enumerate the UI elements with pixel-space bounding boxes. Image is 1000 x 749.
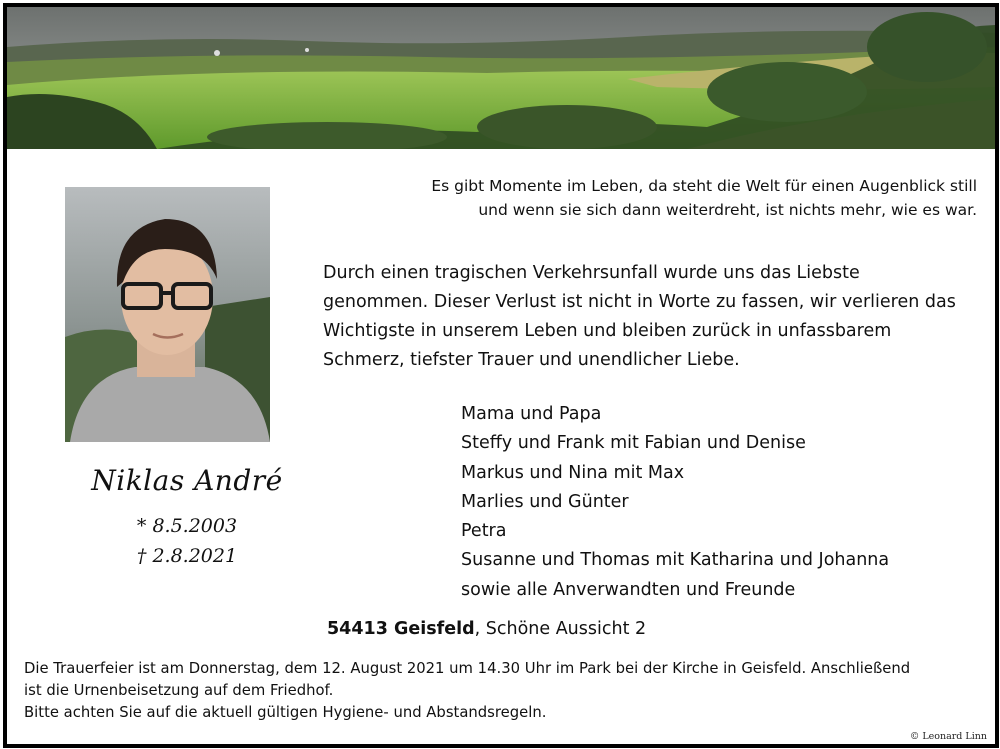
address-street: , Schöne Aussicht 2 bbox=[474, 619, 647, 639]
mourner-item: Susanne und Thomas mit Katharina und Johanna bbox=[461, 550, 890, 571]
deceased-name: Niklas André bbox=[91, 464, 283, 497]
portrait-photo bbox=[65, 187, 270, 442]
paragraph-line: Schmerz, tiefster Trauer und unendlicher Liebe. bbox=[323, 350, 740, 370]
birth-date: * 8.5.2003 bbox=[136, 515, 238, 537]
paragraph-line: Wichtigste in unserem Leben und bleiben zurück in unfassbarem bbox=[323, 321, 892, 341]
announcement-paragraph bbox=[323, 259, 983, 375]
obituary-notice bbox=[3, 3, 999, 748]
mourner-item: Petra bbox=[461, 521, 507, 542]
paragraph-line: genommen. Dieser Verlust ist nicht in Worte zu fassen, wir verlieren das bbox=[323, 292, 956, 312]
funeral-info-line: Bitte achten Sie auf die aktuell gültigen Hygiene- und Abstandsregeln. bbox=[24, 704, 547, 721]
life-dates bbox=[67, 511, 307, 571]
mourner-item: Mama und Papa bbox=[461, 404, 602, 424]
mourner-item: Steffy und Frank mit Fabian und Denise bbox=[461, 433, 806, 454]
funeral-info-line: Die Trauerfeier ist am Donnerstag, dem 12. August 2021 um 14.30 Uhr im Park bei der Kirche in Geisfeld. Anschließend bbox=[24, 660, 911, 677]
death-date: † 2.8.2021 bbox=[136, 545, 238, 567]
quote-text bbox=[431, 174, 977, 222]
quote-line: und wenn sie sich dann weiterdreht, ist nichts mehr, wie es war. bbox=[478, 201, 977, 219]
mourner-item: sowie alle Anverwandten und Freunde bbox=[461, 579, 796, 600]
address-place: 54413 Geisfeld bbox=[327, 619, 475, 639]
quote-line: Es gibt Momente im Leben, da steht die Welt für einen Augenblick still bbox=[431, 177, 977, 195]
photo-copyright: © Leonard Linn bbox=[909, 731, 987, 742]
landscape-banner-image bbox=[7, 7, 995, 149]
funeral-info bbox=[24, 658, 984, 724]
mourners-list bbox=[461, 400, 889, 605]
paragraph-line: Durch einen tragischen Verkehrsunfall wurde uns das Liebste bbox=[323, 263, 860, 283]
mourner-item: Markus und Nina mit Max bbox=[461, 462, 685, 483]
funeral-info-line: ist die Urnenbeisetzung auf dem Friedhof. bbox=[24, 682, 334, 699]
mourner-item: Marlies und Günter bbox=[461, 491, 629, 512]
address bbox=[327, 619, 646, 639]
